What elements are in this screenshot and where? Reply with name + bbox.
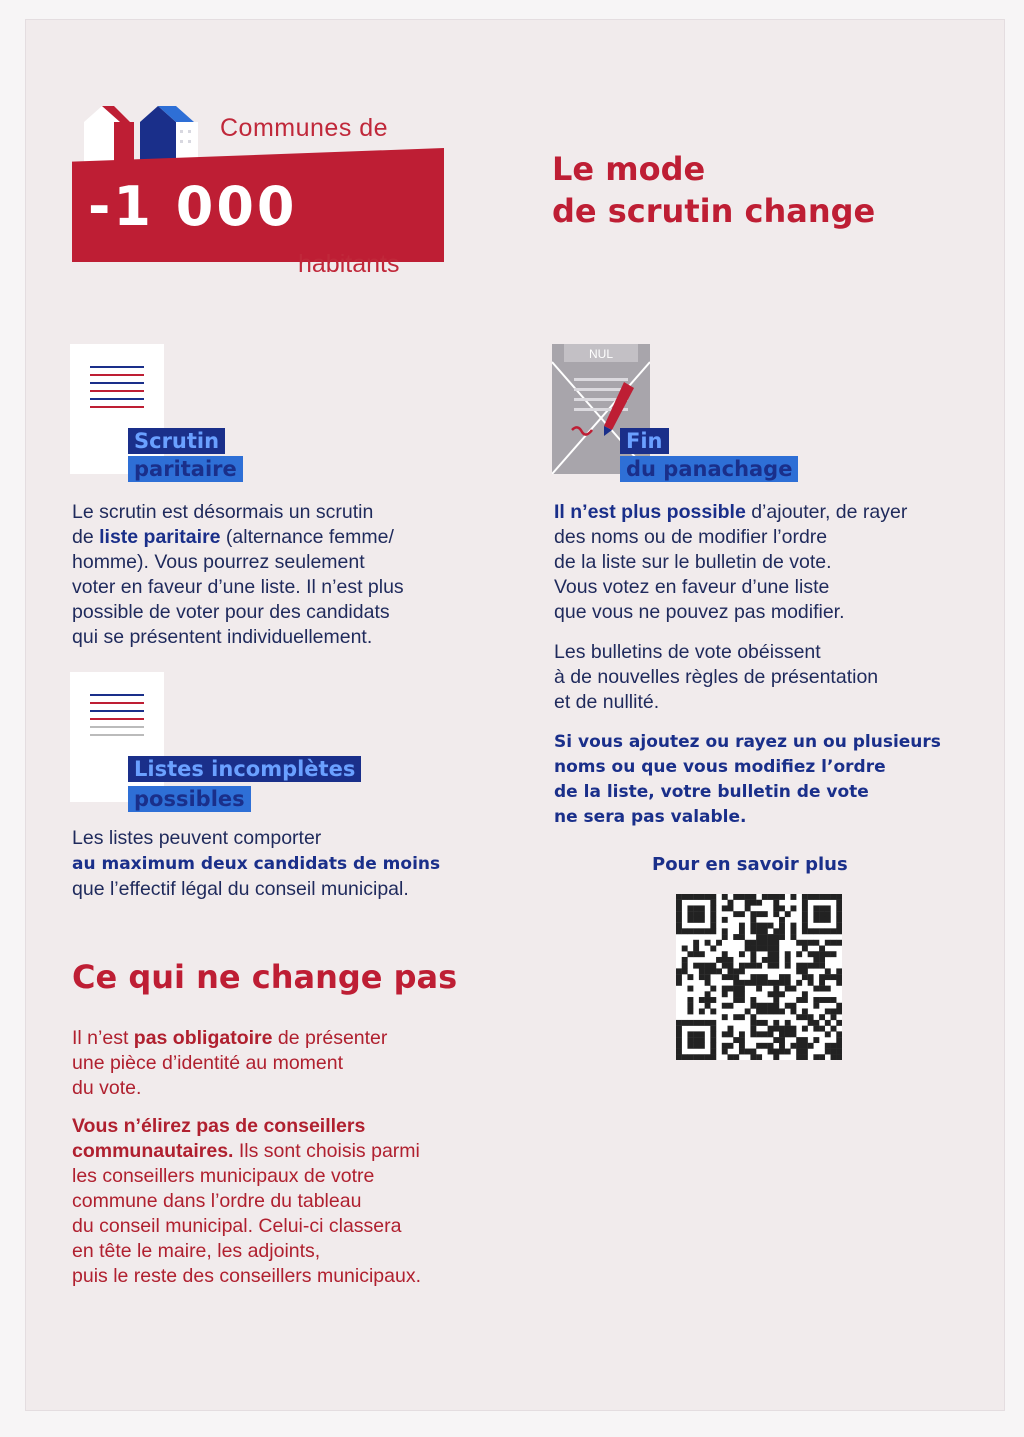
unchanged-b-line2: [72, 1139, 421, 1164]
listes-line1: Les listes peuvent comporter: [72, 827, 322, 849]
unchanged-a-bold: pas obligatoire: [133, 1027, 273, 1049]
fin-a-line4: Vous votez en faveur d’une liste: [554, 576, 830, 598]
unchanged-b-line7: puis le reste des conseillers municipaux.: [72, 1265, 422, 1287]
fin-text-a: [554, 500, 907, 625]
void-ballot-icon: [552, 344, 650, 474]
unchanged-b-line5: du conseil municipal. Celui-ci classera: [72, 1215, 402, 1237]
scrutin-line6: qui se présentent individuellement.: [72, 626, 373, 648]
scrutin-line1: Le scrutin est désormais un scrutin: [72, 501, 374, 523]
fin-b-line3: et de nullité.: [554, 691, 660, 713]
section-title-unchanged: Ce qui ne change pas: [72, 958, 458, 996]
scrutin-line2-pre: de: [72, 526, 100, 548]
tag-listes-line2: possibles: [128, 786, 251, 812]
listes-line2: [72, 851, 440, 877]
scrutin-line5: possible de voter pour des candidats: [72, 601, 390, 623]
fin-a-bold: Il n’est plus possible: [554, 501, 746, 523]
fin-a-line2: des noms ou de modifier l’ordre: [554, 526, 828, 548]
unchanged-b-line6: en tête le maire, les adjoints,: [72, 1240, 321, 1262]
listes-line2-bold: au maximum deux candidats de moins: [72, 854, 441, 874]
page-title-line2: de scrutin change: [552, 192, 876, 230]
unchanged-a-pre: Il n’est: [72, 1027, 134, 1049]
tag-fin-line1: Fin: [620, 428, 669, 454]
tag-fin-line2: du panachage: [620, 456, 798, 482]
scrutin-line4: voter en faveur d’une liste. Il n’est plus: [72, 576, 404, 598]
fin-c-line3: de la liste, votre bulletin de vote: [554, 782, 869, 802]
fin-c-line4: ne sera pas valable.: [554, 807, 747, 827]
unchanged-b-bold1: Vous n’élirez pas de conseillers: [72, 1115, 366, 1137]
listes-line3: que l’effectif légal du conseil municipal.: [72, 878, 409, 900]
page-title-line1: Le mode: [552, 150, 706, 188]
logo-number: -1 000: [88, 175, 298, 238]
scrutin-line2-bold: liste paritaire: [99, 526, 221, 548]
qr-title: Pour en savoir plus: [652, 854, 848, 875]
fin-c-line1: Si vous ajoutez ou rayez un ou plusieurs: [554, 732, 941, 752]
incomplete-list-icon: [70, 672, 164, 802]
unchanged-b-line4: commune dans l’ordre du tableau: [72, 1190, 362, 1212]
listes-text: [72, 826, 440, 902]
unchanged-b-bold2: communautaires.: [72, 1140, 234, 1162]
scrutin-line3: homme). Vous pourrez seulement: [72, 551, 365, 573]
unchanged-text-b: [72, 1114, 421, 1289]
logo-text-bottom: habitants: [298, 250, 400, 278]
qr-code-icon[interactable]: [676, 894, 842, 1060]
scrutin-line2-post: (alternance femme/: [220, 526, 394, 548]
tag-scrutin-line2: paritaire: [128, 456, 243, 482]
fin-text-b: [554, 640, 878, 715]
unchanged-b-post: Ils sont choisis parmi: [233, 1140, 420, 1162]
logo-text-top: Communes de: [220, 114, 389, 142]
unchanged-a-line3: du vote.: [72, 1077, 142, 1099]
nul-label: NUL: [588, 347, 614, 361]
tag-listes-line1: Listes incomplètes: [128, 756, 361, 782]
ballot-list-icon: [70, 344, 164, 474]
fin-text-c: [554, 730, 941, 830]
fin-b-line2: à de nouvelles règles de présentation: [554, 666, 879, 688]
page-title: [552, 148, 875, 232]
unchanged-b-line1: [72, 1114, 421, 1139]
unchanged-b-line3: les conseillers municipaux de votre: [72, 1165, 375, 1187]
unchanged-text-a: [72, 1026, 387, 1101]
fin-a-line3: de la liste sur le bulletin de vote.: [554, 551, 832, 573]
scrutin-text: [72, 500, 404, 650]
fin-a-line5: que vous ne pouvez pas modifier.: [554, 601, 845, 623]
scrutin-line2: [72, 525, 404, 550]
unchanged-a-post: de présenter: [272, 1027, 388, 1049]
unchanged-a-line1: [72, 1026, 387, 1051]
fin-b-line1: Les bulletins de vote obéissent: [554, 641, 821, 663]
tag-scrutin-line1: Scrutin: [128, 428, 225, 454]
fin-a-line1: [554, 500, 907, 525]
fin-a-post: d’ajouter, de rayer: [745, 501, 908, 523]
fin-c-line2: noms ou que vous modifiez l’ordre: [554, 757, 886, 777]
unchanged-a-line2: une pièce d’identité au moment: [72, 1052, 344, 1074]
